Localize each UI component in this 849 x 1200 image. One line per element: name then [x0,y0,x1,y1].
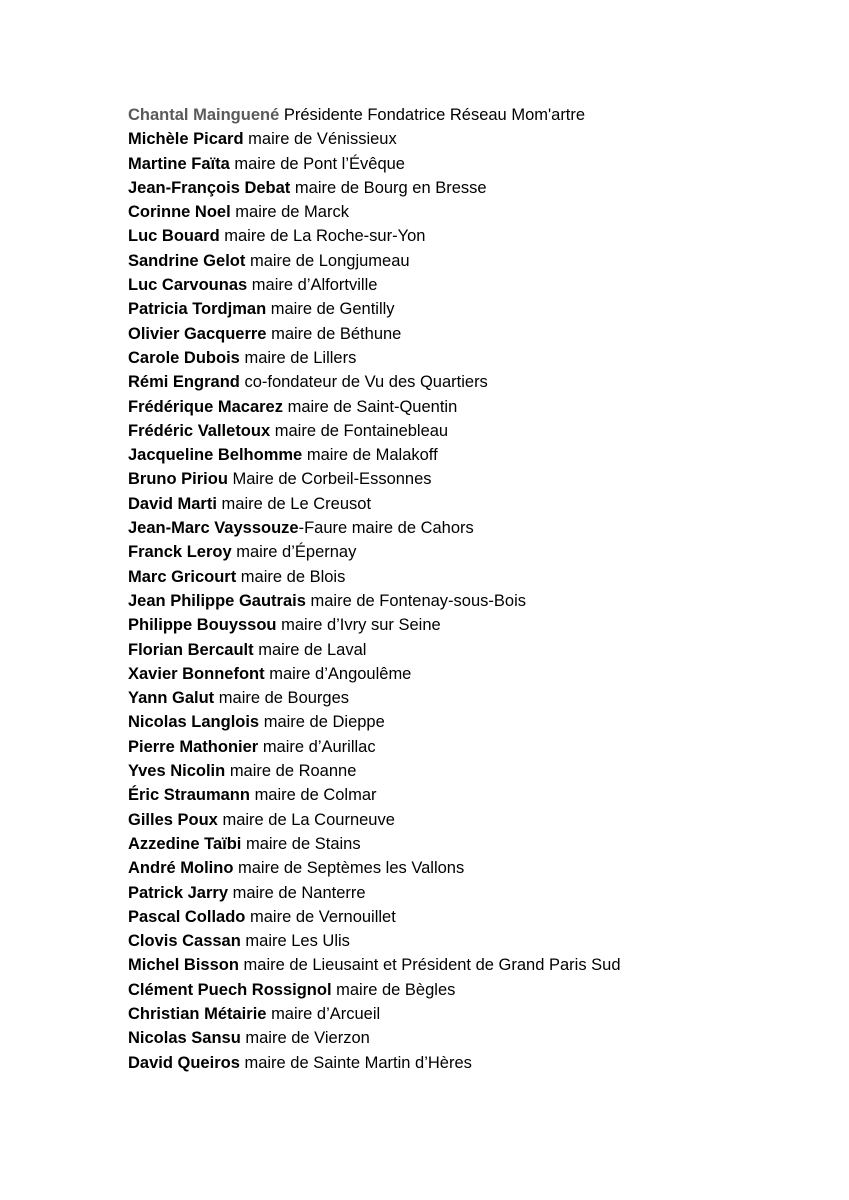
signatory-role: maire de Vénissieux [248,130,397,149]
signatory-row [128,905,818,929]
signatory-row [128,978,818,1002]
signatory-role: maire de La Courneuve [222,810,395,829]
signatory-row [128,467,818,491]
signatory-row [128,200,818,224]
signatory-name: Jean-Marc Vayssouze [128,519,299,538]
signatory-role: maire de Lillers [244,348,357,367]
signatory-row [128,249,818,273]
signatory-row [128,589,818,613]
signatory-row [128,322,818,346]
signatory-name: Jean Philippe Gautrais [128,591,306,610]
signatory-name: Chantal Mainguené [128,106,280,124]
signatory-row [128,346,818,370]
signatory-role: maire d’Arcueil [271,1004,381,1023]
signatory-name: Clément Puech Rossignol [128,980,332,999]
signatory-name: Michèle Picard [128,130,244,149]
signatory-row [128,808,818,832]
signatory-name: Martine Faïta [128,154,230,173]
signatory-role: maire de Fontenay-sous-Bois [310,591,526,610]
signatory-name: Bruno Piriou [128,470,228,489]
signatory-row [128,224,818,248]
signatory-role: maire d’Alfortville [251,276,378,295]
signatory-role: maire de Cahors [351,519,474,538]
signatory-row [128,370,818,394]
signatory-name: Yann Galut [128,689,215,708]
signatory-row [128,735,818,759]
signatory-name: Frédérique Macarez [128,397,283,416]
signatory-name: Marc Gricourt [128,567,237,586]
signatory-list [128,103,818,1075]
signatory-row [128,540,818,564]
signatory-name: Frédéric Valletoux [128,421,271,440]
signatory-role: maire Les Ulis [245,932,350,951]
signatory-role: maire de Vernouillet [249,907,396,926]
signatory-row [128,783,818,807]
signatory-row [128,832,818,856]
signatory-row [128,1051,818,1075]
signatory-name: Philippe Bouyssou [128,616,277,635]
signatory-name: Franck Leroy [128,543,232,562]
signatory-role: maire de Blois [240,567,346,586]
signatory-name: Olivier Gacquerre [128,324,267,343]
signatory-name: Xavier Bonnefont [128,664,265,683]
signatory-row [128,856,818,880]
signatory-name: Sandrine Gelot [128,251,246,270]
signatory-name: Christian Métairie [128,1004,267,1023]
signatory-row [128,419,818,443]
signatory-role: maire de Vierzon [245,1029,370,1048]
signatory-name: Corinne Noel [128,203,231,222]
signatory-row [128,176,818,200]
signatory-row [128,297,818,321]
signatory-role: maire de Malakoff [306,446,438,465]
signatory-name: Clovis Cassan [128,932,241,951]
signatory-name: Yves Nicolin [128,762,226,781]
signatory-role: maire de Septèmes les Vallons [238,859,465,878]
signatory-name: David Marti [128,494,217,513]
signatory-name: Pascal Collado [128,907,246,926]
signatory-role: maire de Dieppe [263,713,385,732]
signatory-role: Présidente Fondatrice Réseau Mom'artre [283,106,586,124]
signatory-role: maire de Sainte Martin d’Hères [244,1053,472,1072]
signatory-role: maire de Lieusaint et Président de Grand Paris Sud [243,956,621,975]
signatory-name: Gilles Poux [128,810,218,829]
signatory-role: maire d’Aurillac [262,737,376,756]
signatory-name: Michel Bisson [128,956,239,975]
signatory-role: maire de Longjumeau [249,251,410,270]
signatory-row [128,152,818,176]
signatory-row [128,953,818,977]
signatory-name: Éric Straumann [128,786,250,805]
signatory-name: Carole Dubois [128,348,240,367]
signatory-name: Patrick Jarry [128,883,228,902]
signatory-row [128,273,818,297]
signatory-name: Luc Carvounas [128,276,248,295]
signatory-role: maire d’Angoulême [269,664,412,683]
signatory-role: maire de Stains [245,834,361,853]
signatory-row [128,613,818,637]
signatory-role: maire de Pont l’Évêque [234,154,405,173]
signatory-row [128,686,818,710]
signatory-name: Azzedine Taïbi [128,834,242,853]
signatory-role: maire de La Roche-sur-Yon [224,227,426,246]
signatory-role: maire de Laval [258,640,367,659]
signatory-role: co-fondateur de Vu des Quartiers [244,373,488,392]
signatory-name-suffix: -Faure [298,519,348,538]
signatory-name: Patricia Tordjman [128,300,267,319]
signatory-row [128,662,818,686]
signatory-name: André Molino [128,859,234,878]
signatory-row [128,492,818,516]
signatory-role: maire de Bègles [336,980,456,999]
signatory-name: Jean-François Debat [128,178,291,197]
signatory-row [128,638,818,662]
signatory-name: Jacqueline Belhomme [128,446,303,465]
signatory-name: Nicolas Sansu [128,1029,241,1048]
signatory-name: David Queiros [128,1053,240,1072]
signatory-role: Maire de Corbeil-Essonnes [232,470,432,489]
signatory-name: Florian Bercault [128,640,254,659]
signatory-row [128,395,818,419]
signatory-row [128,929,818,953]
signatory-row [128,1026,818,1050]
signatory-role: maire de Nanterre [232,883,366,902]
signatory-row [128,127,818,151]
signatory-row [128,881,818,905]
signatory-role: maire de Saint-Quentin [287,397,458,416]
signatory-role: maire de Gentilly [270,300,395,319]
signatory-name: Pierre Mathonier [128,737,259,756]
signatory-role: maire de Bourges [218,689,350,708]
signatory-role: maire de Fontainebleau [274,421,449,440]
signatory-row [128,565,818,589]
signatory-row [128,516,818,540]
signatory-role: maire de Colmar [254,786,377,805]
signatory-row [128,759,818,783]
signatory-row [128,710,818,734]
signatory-row [128,443,818,467]
signatory-role: maire de Marck [235,203,349,222]
signatory-row [128,103,818,127]
signatory-role: maire de Béthune [271,324,402,343]
signatory-name: Luc Bouard [128,227,220,246]
signatory-role: maire d’Ivry sur Seine [281,616,441,635]
signatory-row [128,1002,818,1026]
signatory-name: Nicolas Langlois [128,713,260,732]
signatory-role: maire d’Épernay [236,543,357,562]
signatory-name: Rémi Engrand [128,373,240,392]
signatory-role: maire de Roanne [229,762,357,781]
signatory-role: maire de Bourg en Bresse [294,178,487,197]
signatory-role: maire de Le Creusot [221,494,372,513]
